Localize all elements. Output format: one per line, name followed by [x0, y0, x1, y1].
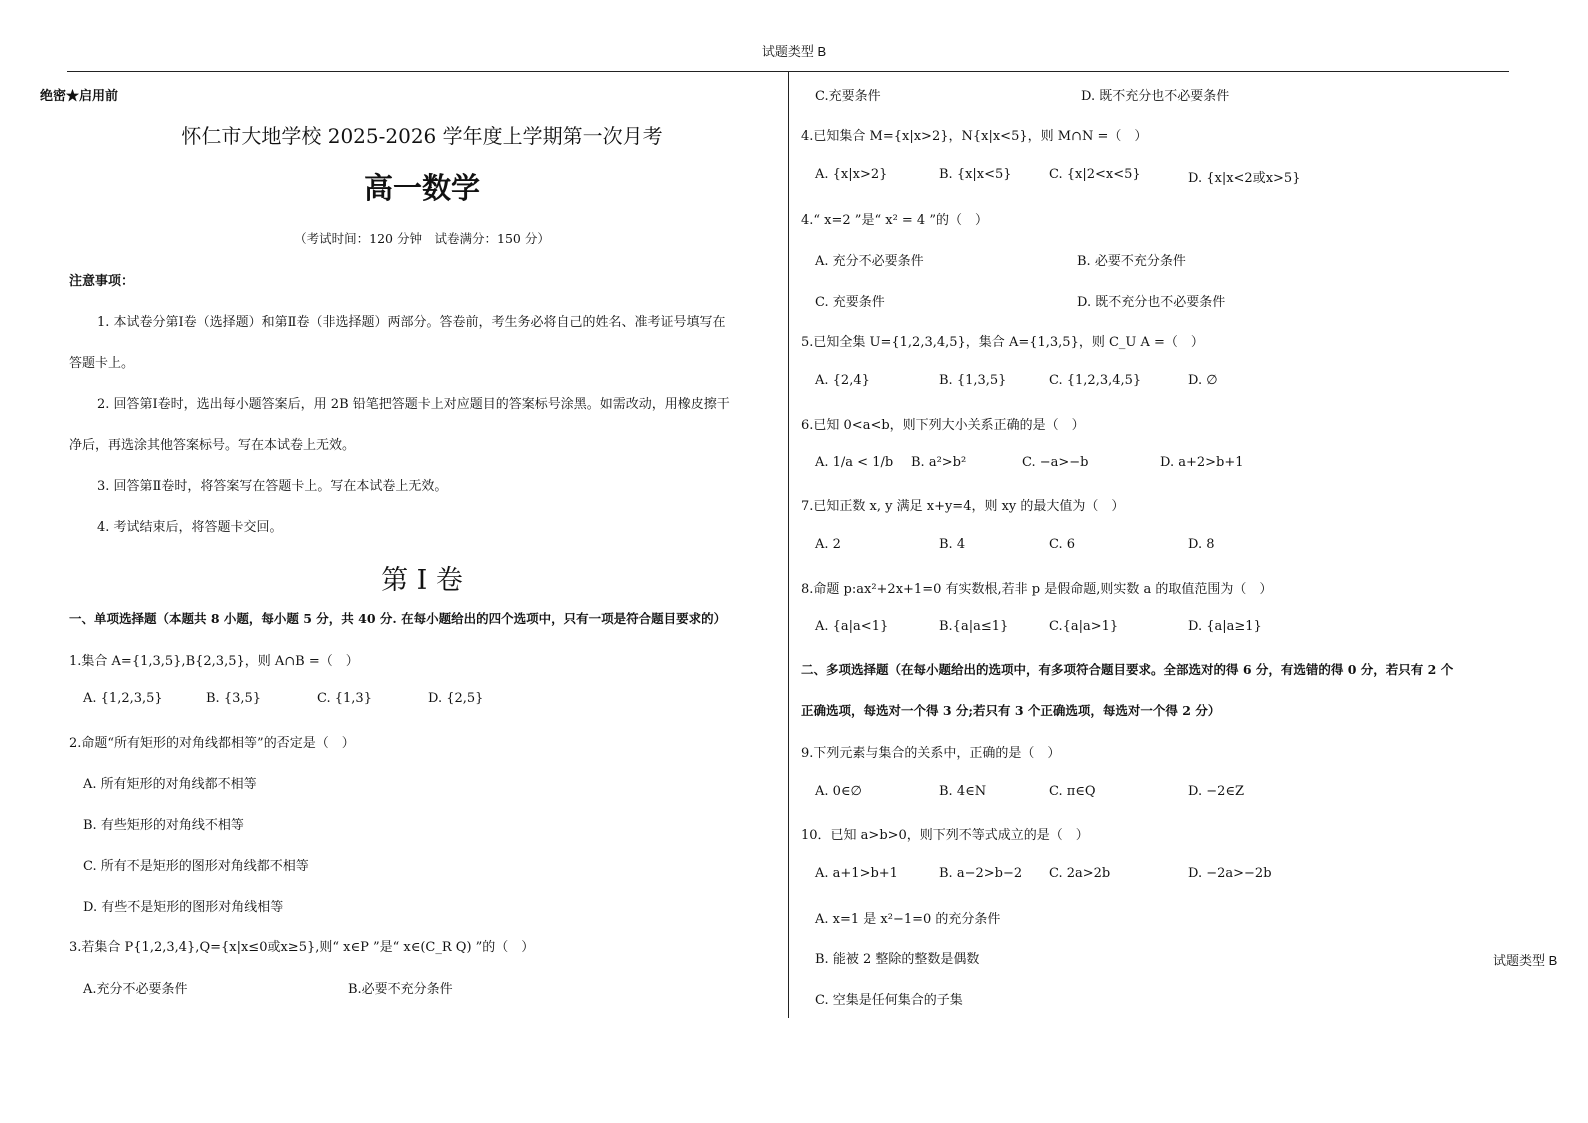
confidential-label: 绝密★启用前 — [40, 89, 119, 104]
question-2-option-c: C. 所有不是矩形的图形对角线都不相等 — [83, 859, 309, 874]
note-1-line-2: 答题卡上。 — [69, 356, 135, 371]
question-4a-option-b: B. {x|x<5} — [939, 167, 1012, 182]
question-11-option-a: A. x=1 是 x²−1=0 的充分条件 — [815, 912, 1001, 927]
question-10-option-c: C. 2a>2b — [1049, 866, 1111, 881]
question-6-stem: 6.已知 0<a<b，则下列大小关系正确的是（ ） — [801, 418, 1085, 433]
question-4b-option-d: D. 既不充分也不必要条件 — [1077, 295, 1226, 310]
exam-title: 怀仁市大地学校 2025-2026 学年度上学期第一次月考 — [181, 124, 663, 148]
part-title: 第 I 卷 — [381, 565, 463, 596]
note-2-line-2: 净后，再选涂其他答案标号。写在本试卷上无效。 — [69, 438, 356, 453]
note-4: 4. 考试结束后，将答题卡交回。 — [97, 520, 283, 535]
section-1-heading: 一、单项选择题（本题共 8 小题，每小题 5 分，共 40 分. 在每小题给出的四个选项中，只有一项是符合题目要求的） — [69, 611, 727, 626]
notes-heading: 注意事项： — [69, 274, 135, 289]
question-9-option-c: C. π∈Q — [1049, 784, 1096, 799]
question-4a-stem: 4.已知集合 M={x|x>2}，N{x|x<5}，则 M∩N =（ ） — [801, 129, 1148, 144]
question-6-option-d: D. a+2>b+1 — [1160, 455, 1244, 470]
question-1-option-b: B. {3,5} — [206, 691, 262, 706]
subject-title: 高一数学 — [363, 171, 480, 205]
question-10-option-b: B. a−2>b−2 — [939, 866, 1023, 881]
question-10-option-d: D. −2a>−2b — [1188, 866, 1272, 881]
question-9-stem: 9.下列元素与集合的关系中，正确的是（ ） — [801, 746, 1061, 761]
question-4b-option-b: B. 必要不充分条件 — [1077, 254, 1186, 269]
question-11-option-b: B. 能被 2 整除的整数是偶数 — [815, 952, 980, 967]
note-3: 3. 回答第Ⅱ卷时，将答案写在答题卡上。写在本试卷上无效。 — [97, 479, 448, 494]
question-5-option-d: D. ∅ — [1188, 373, 1218, 388]
question-4b-option-c: C. 充要条件 — [815, 295, 885, 310]
question-3-option-d: D. 既不充分也不必要条件 — [1081, 89, 1230, 104]
question-3-option-a: A.充分不必要条件 — [83, 982, 188, 997]
question-9-option-b: B. 4∈N — [939, 784, 987, 799]
question-11-option-c: C. 空集是任何集合的子集 — [815, 993, 963, 1008]
question-6-option-c: C. −a>−b — [1022, 455, 1089, 470]
question-2-option-d: D. 有些不是矩形的图形对角线相等 — [83, 900, 284, 915]
question-1-option-a: A. {1,2,3,5} — [83, 691, 163, 706]
question-1-option-c: C. {1,3} — [317, 691, 372, 706]
question-10-stem: 10．已知 a>b>0，则下列不等式成立的是（ ） — [801, 828, 1089, 843]
question-5-option-c: C. {1,2,3,4,5} — [1049, 373, 1142, 388]
question-2-stem: 2.命题“所有矩形的对角线都相等”的否定是（ ） — [69, 736, 355, 751]
question-10-option-a: A. a+1>b+1 — [815, 866, 898, 881]
question-8-option-c: C.{a|a>1} — [1049, 619, 1119, 634]
question-3-stem: 3.若集合 P{1,2,3,4},Q={x|x≤0或x≥5},则“ x∈P ”是“ x∈(C_R Q) ”的（ ） — [69, 940, 535, 955]
question-3-option-c: C.充要条件 — [815, 89, 881, 104]
question-5-option-b: B. {1,3,5} — [939, 373, 1007, 388]
note-2-line-1: 2. 回答第Ⅰ卷时，选出每小题答案后，用 2B 铅笔把答题卡上对应题目的答案标号涂黑。如需改动，用橡皮擦干 — [97, 397, 730, 412]
side-label: 试题类型 B — [1493, 953, 1558, 968]
question-1-option-d: D. {2,5} — [428, 691, 484, 706]
section-2-heading-line-2: 正确选项，每选对一个得 3 分;若只有 3 个正确选项，每选对一个得 2 分） — [801, 703, 1221, 718]
question-8-option-d: D. {a|a≥1} — [1188, 619, 1262, 634]
question-7-option-d: D. 8 — [1188, 537, 1215, 552]
question-4a-option-d: D. {x|x<2或x>5} — [1188, 171, 1301, 186]
exam-info: （考试时间：120 分钟 试卷满分：150 分） — [294, 231, 550, 246]
section-2-heading-line-1: 二、多项选择题（在每小题给出的选项中，有多项符合题目要求。全部选对的得 6 分，有选错的得 0 分，若只有 2 个 — [801, 662, 1454, 677]
question-8-option-b: B.{a|a≤1} — [939, 619, 1009, 634]
question-4b-option-a: A. 充分不必要条件 — [815, 254, 924, 269]
column-divider — [788, 71, 789, 1018]
question-7-option-b: B. 4 — [939, 537, 966, 552]
question-6-option-b: B. a²>b² — [911, 455, 967, 470]
question-5-option-a: A. {2,4} — [815, 373, 870, 388]
question-2-option-b: B. 有些矩形的对角线不相等 — [83, 818, 244, 833]
question-7-option-c: C. 6 — [1049, 537, 1076, 552]
question-4a-option-c: C. {x|2<x<5} — [1049, 167, 1141, 182]
question-5-stem: 5.已知全集 U={1,2,3,4,5}，集合 A={1,3,5}，则 C_U A =（ ） — [801, 335, 1204, 350]
question-8-option-a: A. {a|a<1} — [815, 619, 889, 634]
question-2-option-a: A. 所有矩形的对角线都不相等 — [83, 777, 257, 792]
note-1-line-1: 1. 本试卷分第Ⅰ卷（选择题）和第Ⅱ卷（非选择题）两部分。答卷前，考生务必将自己的姓名、准考证号填写在 — [97, 315, 726, 330]
page-header-title: 试题类型 B — [761, 44, 827, 59]
question-4b-stem: 4.“ x=2 ”是“ x² = 4 ”的（ ） — [801, 213, 988, 228]
question-9-option-d: D. −2∈Z — [1188, 784, 1245, 799]
question-9-option-a: A. 0∈∅ — [815, 784, 862, 799]
question-3-option-b: B.必要不充分条件 — [348, 982, 453, 997]
question-4a-option-a: A. {x|x>2} — [815, 167, 888, 182]
question-1-stem: 1.集合 A={1,3,5},B{2,3,5}，则 A∩B =（ ） — [69, 654, 359, 669]
question-7-option-a: A. 2 — [815, 537, 841, 552]
question-7-stem: 7.已知正数 x, y 满足 x+y=4，则 xy 的最大值为（ ） — [801, 499, 1125, 514]
question-6-option-a: A. 1/a < 1/b — [815, 455, 894, 470]
question-8-stem: 8.命题 p:ax²+2x+1=0 有实数根,若非 p 是假命题,则实数 a 的取值范围为（ ） — [801, 582, 1273, 597]
